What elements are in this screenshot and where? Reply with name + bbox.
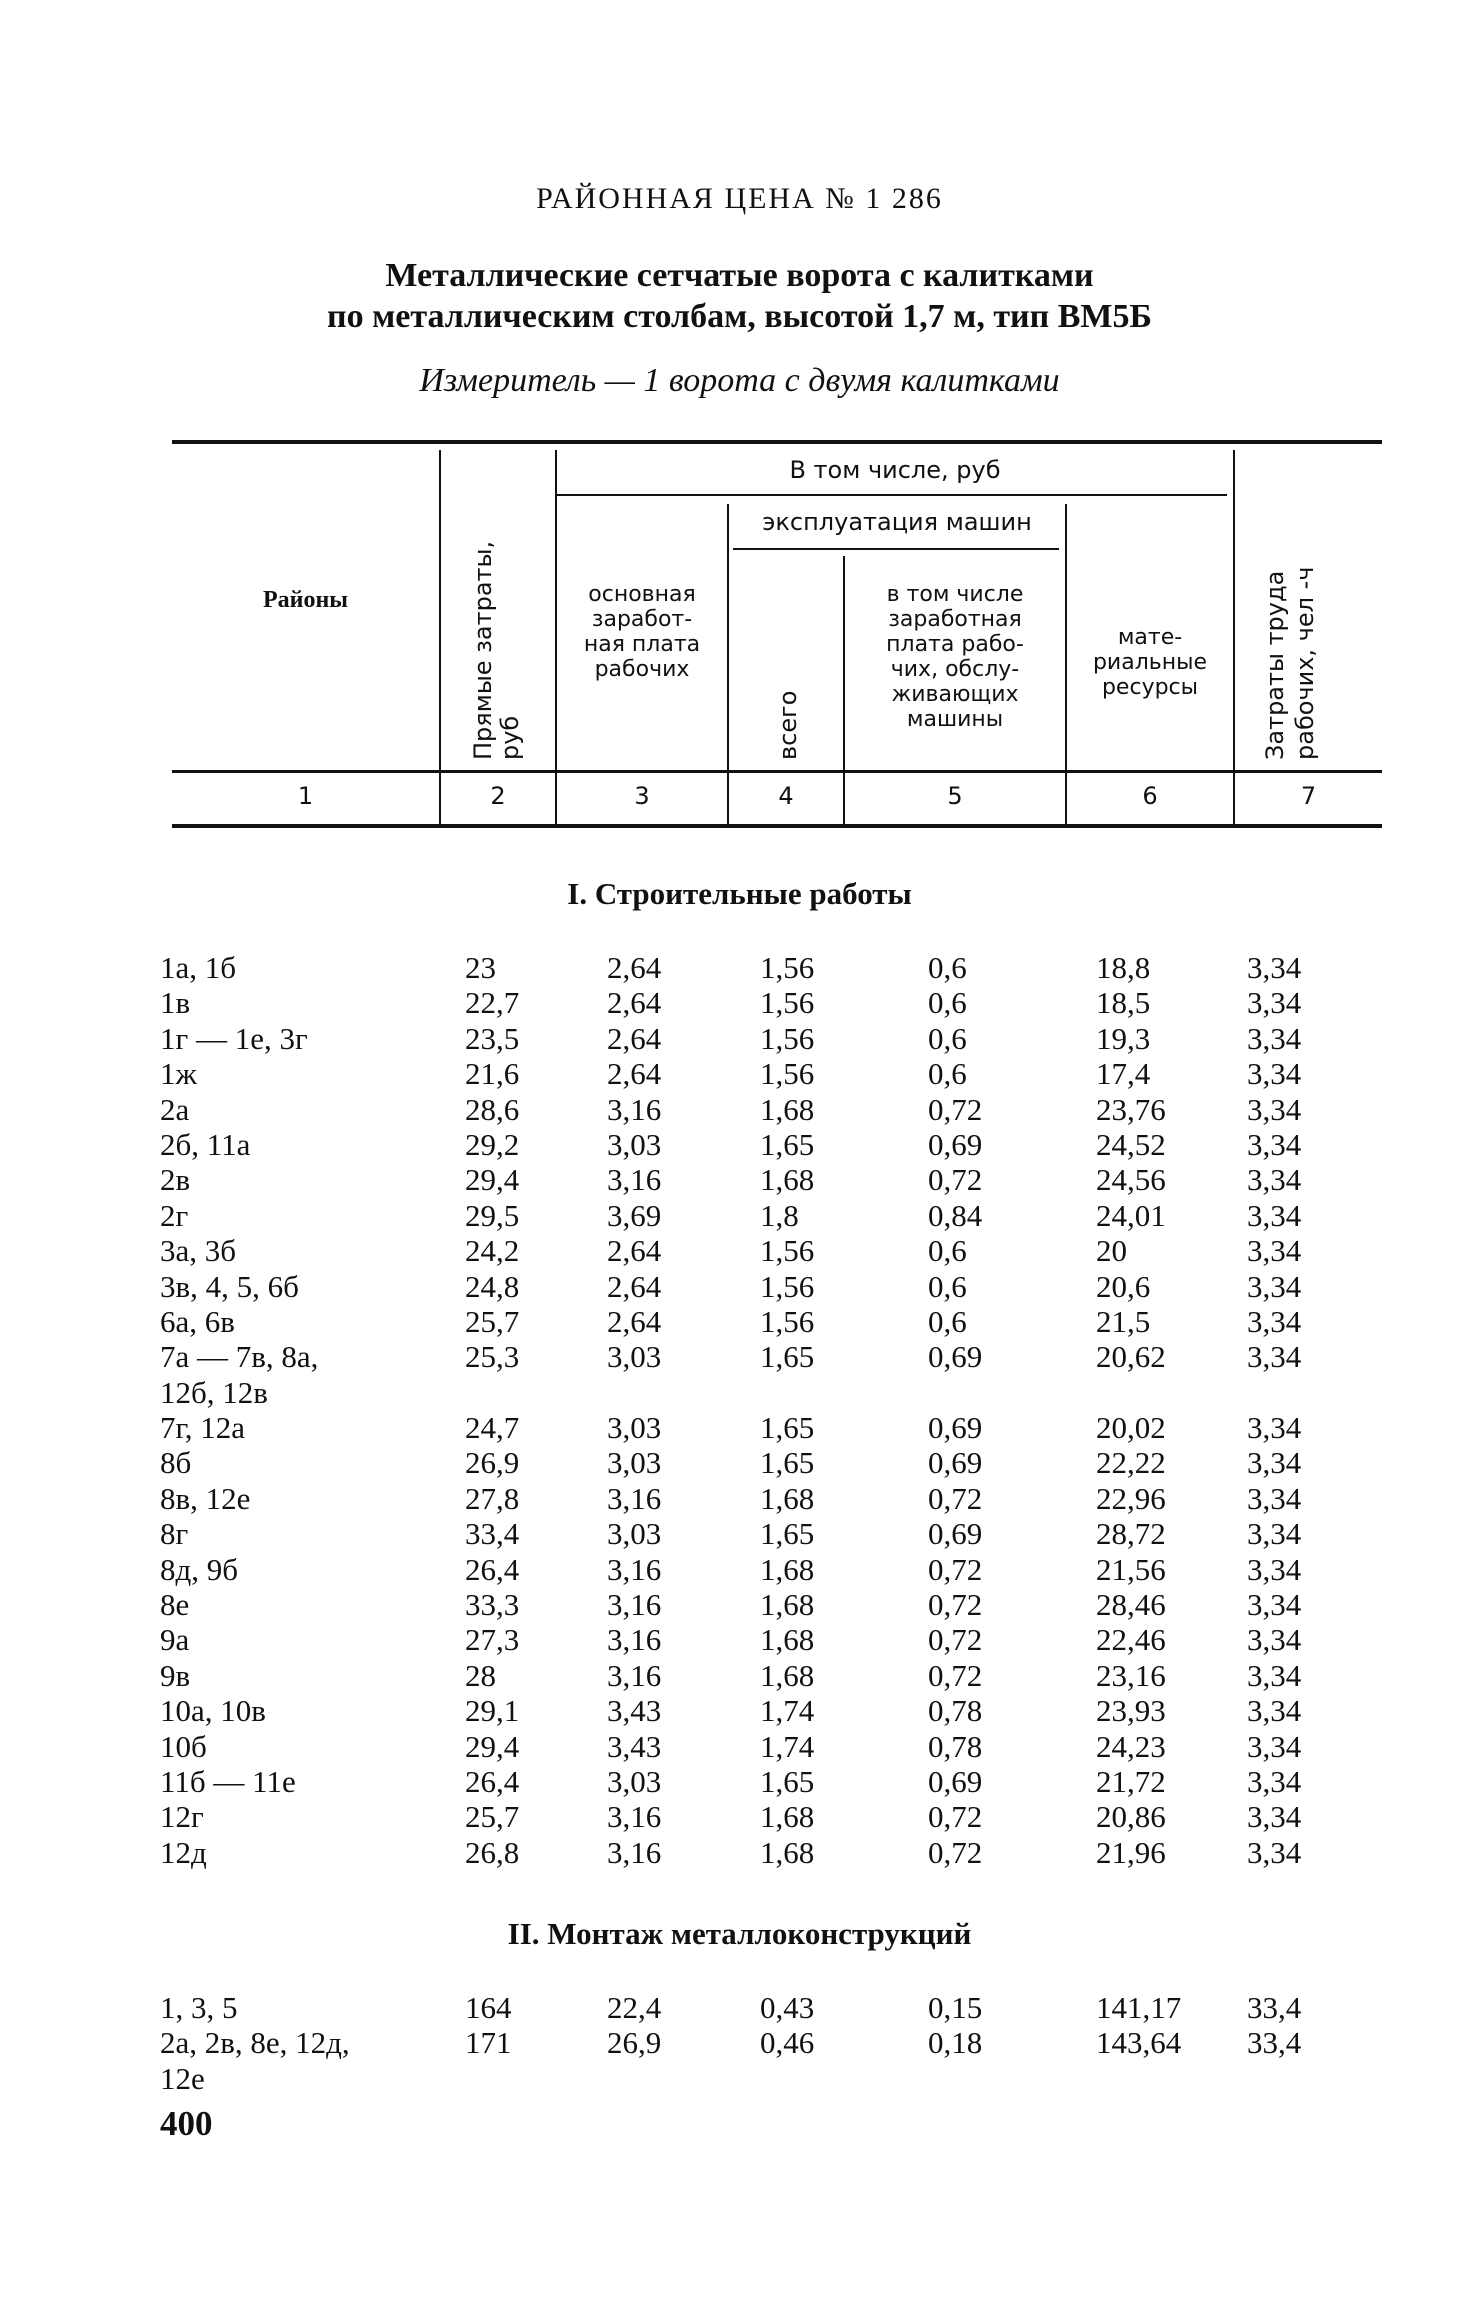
col-divider-1 xyxy=(439,450,441,824)
base-wage-cell: 3,16 xyxy=(607,1834,662,1870)
table-row xyxy=(0,1658,1479,1693)
labor-cell: 3,34 xyxy=(1247,950,1302,985)
direct-costs-cell: 28 xyxy=(465,1657,496,1693)
col-divider-6 xyxy=(1233,450,1235,824)
region-cell: 10б xyxy=(160,1728,207,1764)
region-cell: 1ж xyxy=(160,1056,197,1092)
region-cell: 1г — 1е, 3г xyxy=(160,1020,308,1056)
machine-total-cell: 1,56 xyxy=(760,1268,815,1304)
table-row xyxy=(0,1304,1479,1339)
base-wage-cell: 2,64 xyxy=(607,1268,662,1304)
machine-total-cell: 1,68 xyxy=(760,1587,815,1623)
materials-cell: 20,02 xyxy=(1096,1410,1166,1446)
labor-cell: 3,34 xyxy=(1247,1551,1302,1587)
labor-cell: 3,34 xyxy=(1247,1162,1302,1198)
table-row xyxy=(0,1198,1479,1233)
materials-cell: 28,72 xyxy=(1096,1516,1166,1552)
labor-cell: 3,34 xyxy=(1247,1091,1302,1127)
labor-cell: 3,34 xyxy=(1247,1445,1302,1481)
materials-cell: 20,62 xyxy=(1096,1339,1166,1375)
header-materials-line: мате- xyxy=(1117,625,1183,650)
table-row xyxy=(0,1162,1479,1197)
materials-cell: 21,5 xyxy=(1096,1303,1151,1339)
region-cell: 8в, 12е xyxy=(160,1480,251,1516)
table-row xyxy=(0,1445,1479,1480)
machine-wage-cell: 0,72 xyxy=(928,1587,983,1623)
region-cell: 1в xyxy=(160,985,191,1021)
header-machine-wage-line: в том числе xyxy=(886,582,1024,607)
base-wage-cell: 3,03 xyxy=(607,1763,662,1799)
base-wage-cell: 2,64 xyxy=(607,985,662,1021)
machine-wage-cell: 0,72 xyxy=(928,1551,983,1587)
region-cell: 2а, 2в, 8е, 12д, xyxy=(160,2025,350,2061)
machine-total-cell: 1,68 xyxy=(760,1834,815,1870)
direct-costs-cell: 26,4 xyxy=(465,1763,520,1799)
machine-wage-cell: 0,72 xyxy=(928,1162,983,1198)
materials-cell: 28,46 xyxy=(1096,1587,1166,1623)
table-row xyxy=(0,1481,1479,1516)
materials-cell: 18,5 xyxy=(1096,985,1151,1021)
labor-cell: 3,34 xyxy=(1247,1657,1302,1693)
table-row xyxy=(0,1375,1479,1410)
header-rule-machines xyxy=(733,548,1059,550)
section-rows xyxy=(0,950,1479,1870)
col-number: 4 xyxy=(778,782,794,810)
machine-total-cell: 1,68 xyxy=(760,1657,815,1693)
header-including: В том числе, руб xyxy=(789,456,1001,484)
machine-total-cell: 1,68 xyxy=(760,1622,815,1658)
title-line-2: по металлическим столбам, высотой 1,7 м, тип ВМ5Б xyxy=(327,298,1152,335)
labor-cell: 3,34 xyxy=(1247,1410,1302,1446)
table-row xyxy=(0,1092,1479,1127)
region-cell: 7а — 7в, 8а, xyxy=(160,1339,319,1375)
machine-wage-cell: 0,72 xyxy=(928,1091,983,1127)
region-cell: 1, 3, 5 xyxy=(160,1990,238,2025)
direct-costs-cell: 29,4 xyxy=(465,1162,520,1198)
header-labor-line: рабочих, чел -ч xyxy=(1291,566,1319,760)
labor-cell: 33,4 xyxy=(1247,1990,1302,2025)
direct-costs-cell: 23 xyxy=(465,950,496,985)
region-cell: 12г xyxy=(160,1799,204,1835)
machine-total-cell: 1,65 xyxy=(760,1410,815,1446)
direct-costs-cell: 29,1 xyxy=(465,1693,520,1729)
header-materials-line: риальные xyxy=(1092,650,1208,675)
materials-cell: 21,56 xyxy=(1096,1551,1166,1587)
col-number: 7 xyxy=(1300,782,1317,810)
materials-cell: 23,93 xyxy=(1096,1693,1166,1729)
machine-wage-cell: 0,72 xyxy=(928,1799,983,1835)
region-cell: 2в xyxy=(160,1162,191,1198)
table-row xyxy=(0,1990,1479,2025)
direct-costs-cell: 24,2 xyxy=(465,1233,520,1269)
base-wage-cell: 3,16 xyxy=(607,1799,662,1835)
base-wage-cell: 2,64 xyxy=(607,1056,662,1092)
direct-costs-cell: 29,5 xyxy=(465,1197,520,1233)
materials-cell: 21,72 xyxy=(1096,1763,1166,1799)
materials-cell: 19,3 xyxy=(1096,1020,1151,1056)
materials-cell: 17,4 xyxy=(1096,1056,1151,1092)
direct-costs-cell: 29,4 xyxy=(465,1728,520,1764)
section-title: II. Монтаж металлоконструкций xyxy=(507,1916,972,1951)
machine-total-cell: 1,65 xyxy=(760,1339,815,1375)
direct-costs-cell: 24,8 xyxy=(465,1268,520,1304)
direct-costs-cell: 25,7 xyxy=(465,1799,520,1835)
table-row xyxy=(0,950,1479,985)
machine-total-cell: 1,56 xyxy=(760,985,815,1021)
table-row xyxy=(0,1339,1479,1374)
machine-total-cell: 1,68 xyxy=(760,1480,815,1516)
machine-wage-cell: 0,6 xyxy=(928,1233,967,1269)
region-cell: 7г, 12а xyxy=(160,1410,245,1446)
labor-cell: 3,34 xyxy=(1247,1303,1302,1339)
labor-cell: 3,34 xyxy=(1247,1126,1302,1162)
direct-costs-cell: 23,5 xyxy=(465,1020,520,1056)
col-number: 5 xyxy=(947,782,963,810)
materials-cell: 23,16 xyxy=(1096,1657,1166,1693)
machine-wage-cell: 0,78 xyxy=(928,1693,983,1729)
table-row xyxy=(0,1233,1479,1268)
region-cell: 2а xyxy=(160,1091,190,1127)
col-number: 3 xyxy=(634,782,650,810)
direct-costs-cell: 25,3 xyxy=(465,1339,520,1375)
direct-costs-cell: 26,4 xyxy=(465,1551,520,1587)
base-wage-cell: 3,03 xyxy=(607,1126,662,1162)
machine-wage-cell: 0,18 xyxy=(928,2025,983,2061)
base-wage-cell: 3,16 xyxy=(607,1551,662,1587)
header-regions: Районы xyxy=(262,587,349,613)
machine-total-cell: 1,65 xyxy=(760,1126,815,1162)
header-materials xyxy=(1067,625,1233,700)
labor-cell: 3,34 xyxy=(1247,985,1302,1021)
machine-total-cell: 1,68 xyxy=(760,1799,815,1835)
materials-cell: 143,64 xyxy=(1096,2025,1182,2061)
machine-wage-cell: 0,6 xyxy=(928,1268,967,1304)
direct-costs-cell: 27,3 xyxy=(465,1622,520,1658)
table-row xyxy=(0,1021,1479,1056)
region-cell: 3в, 4, 5, 6б xyxy=(160,1268,299,1304)
machine-wage-cell: 0,69 xyxy=(928,1763,983,1799)
direct-costs-cell: 28,6 xyxy=(465,1091,520,1127)
labor-cell: 3,34 xyxy=(1247,1268,1302,1304)
machine-wage-cell: 0,69 xyxy=(928,1126,983,1162)
machine-total-cell: 1,65 xyxy=(760,1516,815,1552)
materials-cell: 22,46 xyxy=(1096,1622,1166,1658)
base-wage-cell: 3,43 xyxy=(607,1728,662,1764)
table-row xyxy=(0,1587,1479,1622)
base-wage-cell: 2,64 xyxy=(607,1020,662,1056)
labor-cell: 3,34 xyxy=(1247,1728,1302,1764)
machine-total-cell: 0,46 xyxy=(760,2025,815,2061)
labor-cell: 3,34 xyxy=(1247,1020,1302,1056)
direct-costs-cell: 26,9 xyxy=(465,1445,520,1481)
col-number: 6 xyxy=(1142,782,1158,810)
labor-cell: 3,34 xyxy=(1247,1233,1302,1269)
table-row xyxy=(0,1622,1479,1657)
table-row xyxy=(0,1729,1479,1764)
machine-wage-cell: 0,69 xyxy=(928,1339,983,1375)
table-row xyxy=(0,1552,1479,1587)
unit-of-measure: Измеритель — 1 ворота с двумя калитками xyxy=(419,362,1060,399)
materials-cell: 20 xyxy=(1096,1233,1127,1269)
header-machine-wage-line: машины xyxy=(906,707,1004,732)
materials-cell: 141,17 xyxy=(1096,1990,1182,2025)
machine-wage-cell: 0,6 xyxy=(928,1020,967,1056)
direct-costs-cell: 33,4 xyxy=(465,1516,520,1552)
base-wage-cell: 3,43 xyxy=(607,1693,662,1729)
direct-costs-cell: 171 xyxy=(465,2025,512,2061)
base-wage-cell: 2,64 xyxy=(607,950,662,985)
region-cell: 3а, 3б xyxy=(160,1233,237,1269)
table-row xyxy=(0,1127,1479,1162)
header-bottom-rule xyxy=(172,770,1382,773)
header-machine-wage-line: чих, обслу- xyxy=(890,657,1020,682)
table-row xyxy=(0,1269,1479,1304)
base-wage-cell: 3,69 xyxy=(607,1197,662,1233)
col-number: 2 xyxy=(490,782,506,810)
direct-costs-cell: 164 xyxy=(465,1990,512,2025)
direct-costs-cell: 26,8 xyxy=(465,1834,520,1870)
machine-wage-cell: 0,69 xyxy=(928,1516,983,1552)
machine-wage-cell: 0,15 xyxy=(928,1990,983,2025)
machine-total-cell: 1,56 xyxy=(760,1303,815,1339)
machine-wage-cell: 0,6 xyxy=(928,1303,967,1339)
machine-total-cell: 1,56 xyxy=(760,1233,815,1269)
price-code-heading: РАЙОННАЯ ЦЕНА № 1 286 xyxy=(536,182,943,215)
machine-wage-cell: 0,78 xyxy=(928,1728,983,1764)
labor-cell: 3,34 xyxy=(1247,1197,1302,1233)
region-cell: 12б, 12в xyxy=(160,1374,268,1410)
machine-total-cell: 1,8 xyxy=(760,1197,799,1233)
materials-cell: 24,01 xyxy=(1096,1197,1166,1233)
base-wage-cell: 3,16 xyxy=(607,1657,662,1693)
base-wage-cell: 3,16 xyxy=(607,1587,662,1623)
region-cell: 12е xyxy=(160,2060,205,2096)
machine-total-cell: 1,65 xyxy=(760,1445,815,1481)
header-base-wage-line: заработ- xyxy=(591,607,693,632)
region-cell: 2б, 11а xyxy=(160,1126,251,1162)
table-row xyxy=(0,1516,1479,1551)
materials-cell: 20,86 xyxy=(1096,1799,1166,1835)
machine-total-cell: 1,65 xyxy=(760,1763,815,1799)
base-wage-cell: 3,03 xyxy=(607,1445,662,1481)
direct-costs-cell: 29,2 xyxy=(465,1126,520,1162)
region-cell: 8д, 9б xyxy=(160,1551,239,1587)
machine-total-cell: 1,56 xyxy=(760,1020,815,1056)
machine-wage-cell: 0,72 xyxy=(928,1834,983,1870)
header-total: всего xyxy=(774,690,802,760)
region-cell: 8б xyxy=(160,1445,192,1481)
table-row xyxy=(0,1799,1479,1834)
labor-cell: 3,34 xyxy=(1247,1693,1302,1729)
region-cell: 9в xyxy=(160,1657,191,1693)
header-rule-including xyxy=(555,494,1227,496)
base-wage-cell: 3,03 xyxy=(607,1339,662,1375)
base-wage-cell: 3,16 xyxy=(607,1162,662,1198)
header-labor-line: Затраты труда xyxy=(1261,570,1289,760)
machine-wage-cell: 0,69 xyxy=(928,1410,983,1446)
machine-wage-cell: 0,72 xyxy=(928,1622,983,1658)
base-wage-cell: 3,16 xyxy=(607,1622,662,1658)
table-row xyxy=(0,1764,1479,1799)
header-machine-operation: эксплуатация машин xyxy=(762,508,1032,536)
labor-cell: 3,34 xyxy=(1247,1763,1302,1799)
header-machine-wage-line: заработная xyxy=(888,607,1022,632)
page-number: 400 xyxy=(160,2104,213,2143)
direct-costs-cell: 24,7 xyxy=(465,1410,520,1446)
materials-cell: 20,6 xyxy=(1096,1268,1151,1304)
header-top-rule xyxy=(172,440,1382,444)
labor-cell: 3,34 xyxy=(1247,1516,1302,1552)
col-number: 1 xyxy=(297,782,314,810)
header-machine-wage-line: живающих xyxy=(891,682,1019,707)
direct-costs-cell: 21,6 xyxy=(465,1056,520,1092)
labor-cell: 3,34 xyxy=(1247,1056,1302,1092)
region-cell: 8е xyxy=(160,1587,190,1623)
materials-cell: 18,8 xyxy=(1096,950,1151,985)
region-cell: 12д xyxy=(160,1834,207,1870)
machine-total-cell: 1,74 xyxy=(760,1693,815,1729)
machine-wage-cell: 0,72 xyxy=(928,1657,983,1693)
machine-wage-cell: 0,84 xyxy=(928,1197,983,1233)
table-row xyxy=(0,1056,1479,1091)
header-base-wage xyxy=(557,582,727,682)
header-base-wage-line: ная плата xyxy=(583,632,701,657)
machine-total-cell: 0,43 xyxy=(760,1990,815,2025)
header-machine-wage-line: плата рабо- xyxy=(886,632,1024,657)
materials-cell: 22,22 xyxy=(1096,1445,1166,1481)
region-cell: 6а, 6в xyxy=(160,1303,235,1339)
base-wage-cell: 26,9 xyxy=(607,2025,662,2061)
machine-total-cell: 1,68 xyxy=(760,1551,815,1587)
region-cell: 11б — 11е xyxy=(160,1763,296,1799)
region-cell: 2г xyxy=(160,1197,189,1233)
region-cell: 8г xyxy=(160,1516,189,1552)
machine-total-cell: 1,56 xyxy=(760,950,815,985)
base-wage-cell: 2,64 xyxy=(607,1303,662,1339)
labor-cell: 3,34 xyxy=(1247,1587,1302,1623)
title-line-1: Металлические сетчатые ворота с калитками xyxy=(385,257,1094,294)
machine-wage-cell: 0,72 xyxy=(928,1480,983,1516)
header-base-wage-line: основная xyxy=(588,582,696,607)
base-wage-cell: 22,4 xyxy=(607,1990,662,2025)
materials-cell: 21,96 xyxy=(1096,1834,1166,1870)
table-row xyxy=(0,2025,1479,2060)
header-materials-line: ресурсы xyxy=(1101,675,1199,700)
header-direct-costs: Прямые затраты, руб xyxy=(469,540,524,760)
base-wage-cell: 2,64 xyxy=(607,1233,662,1269)
machine-wage-cell: 0,6 xyxy=(928,1056,967,1092)
machine-wage-cell: 0,69 xyxy=(928,1445,983,1481)
table-row xyxy=(0,1835,1479,1870)
direct-costs-cell: 27,8 xyxy=(465,1480,520,1516)
machine-total-cell: 1,74 xyxy=(760,1728,815,1764)
direct-costs-cell: 22,7 xyxy=(465,985,520,1021)
machine-wage-cell: 0,6 xyxy=(928,985,967,1021)
materials-cell: 23,76 xyxy=(1096,1091,1166,1127)
labor-cell: 3,34 xyxy=(1247,1799,1302,1835)
table-row xyxy=(0,2061,1479,2096)
machine-total-cell: 1,68 xyxy=(760,1091,815,1127)
table-row xyxy=(0,985,1479,1020)
labor-cell: 3,34 xyxy=(1247,1480,1302,1516)
materials-cell: 24,56 xyxy=(1096,1162,1166,1198)
header-machine-wage xyxy=(845,582,1065,732)
labor-cell: 33,4 xyxy=(1247,2025,1302,2061)
section-rows xyxy=(0,1990,1479,2096)
materials-cell: 22,96 xyxy=(1096,1480,1166,1516)
table-row xyxy=(0,1693,1479,1728)
region-cell: 9а xyxy=(160,1622,190,1658)
materials-cell: 24,23 xyxy=(1096,1728,1166,1764)
region-cell: 1а, 1б xyxy=(160,950,237,985)
labor-cell: 3,34 xyxy=(1247,1339,1302,1375)
labor-cell: 3,34 xyxy=(1247,1622,1302,1658)
section-title: I. Строительные работы xyxy=(567,876,912,911)
machine-wage-cell: 0,6 xyxy=(928,950,967,985)
base-wage-cell: 3,03 xyxy=(607,1410,662,1446)
direct-costs-cell: 25,7 xyxy=(465,1303,520,1339)
header-base-wage-line: рабочих xyxy=(594,657,690,682)
machine-total-cell: 1,68 xyxy=(760,1162,815,1198)
region-cell: 10а, 10в xyxy=(160,1693,266,1729)
base-wage-cell: 3,16 xyxy=(607,1091,662,1127)
base-wage-cell: 3,03 xyxy=(607,1516,662,1552)
base-wage-cell: 3,16 xyxy=(607,1480,662,1516)
labor-cell: 3,34 xyxy=(1247,1834,1302,1870)
table-row xyxy=(0,1410,1479,1445)
col-divider-3 xyxy=(727,504,729,824)
col-numbers-rule xyxy=(172,824,1382,828)
direct-costs-cell: 33,3 xyxy=(465,1587,520,1623)
materials-cell: 24,52 xyxy=(1096,1126,1166,1162)
machine-total-cell: 1,56 xyxy=(760,1056,815,1092)
